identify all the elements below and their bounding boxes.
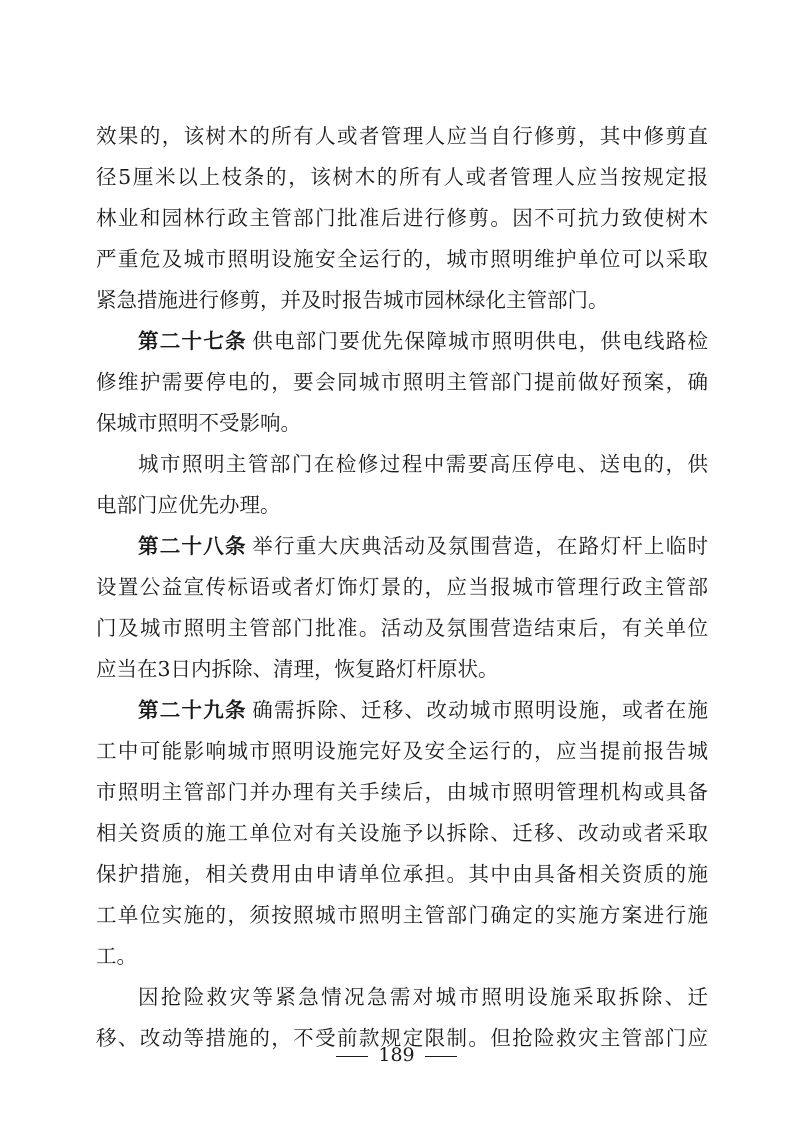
text-line: 保护措施，相关费用由申请单位承担。其中由具备相关资质的施: [96, 862, 708, 886]
text-line: 设置公益宣传标语或者灯饰灯景的，应当报城市管理行政主管部: [96, 575, 708, 599]
article-28-label: 第二十八条: [138, 534, 247, 558]
text-line: 相关资质的施工单位对有关设施予以拆除、迁移、改动或者采取: [96, 821, 708, 845]
text-line: 移、改动等措施的，不受前款规定限制。但抢险救灾主管部门应: [96, 1026, 708, 1050]
text-line: 林业和园林行政主管部门批准后进行修剪。因不可抗力致使树木: [96, 206, 708, 230]
article-27-text: 供电部门要优先保障城市照明供电，供电线路检: [250, 329, 709, 353]
footer-dash-right: [425, 1056, 457, 1057]
page-number: 189: [378, 1044, 415, 1066]
text-line: 工中可能影响城市照明设施完好及安全运行的，应当提前报告城: [96, 739, 708, 763]
article-29-label: 第二十九条: [138, 698, 247, 722]
text-line: 严重危及城市照明设施安全运行的，城市照明维护单位可以采取: [96, 247, 708, 271]
article-27-line: [138, 321, 708, 361]
page-footer: [0, 1041, 793, 1069]
text-line: 电部门应优先办理。: [96, 493, 281, 517]
text-line: 修维护需要停电的，要会同城市照明主管部门提前做好预案，确: [96, 370, 708, 394]
article-27-label: 第二十七条: [138, 329, 247, 353]
article-28-text: 举行重大庆典活动及氛围营造，在路灯杆上临时: [250, 534, 709, 558]
text-line: 市照明主管部门并办理有关手续后，由城市照明管理机构或具备: [96, 780, 708, 804]
text-line: 效果的，该树木的所有人或者管理人应当自行修剪，其中修剪直: [96, 124, 708, 148]
text-line: 因抢险救灾等紧急情况急需对城市照明设施采取拆除、迁: [138, 985, 708, 1009]
text-line: 城市照明主管部门在检修过程中需要高压停电、送电的，供: [138, 452, 708, 476]
article-29-line: [138, 690, 708, 730]
article-28-line: [138, 526, 708, 566]
article-29-text: 确需拆除、迁移、改动城市照明设施，或者在施: [250, 698, 709, 722]
footer-dash-left: [336, 1056, 368, 1057]
text-line: 门及城市照明主管部门批准。活动及氛围营造结束后，有关单位: [96, 616, 708, 640]
text-line: 工单位实施的，须按照城市照明主管部门确定的实施方案进行施: [96, 903, 708, 927]
text-line: 应当在3日内拆除、清理，恢复路灯杆原状。: [96, 657, 499, 681]
text-line: 紧急措施进行修剪，并及时报告城市园林绿化主管部门。: [96, 288, 609, 312]
text-line: 工。: [96, 944, 137, 968]
text-line: 保城市照明不受影响。: [96, 411, 301, 435]
text-line: 径5厘米以上枝条的，该树木的所有人或者管理人应当按规定报: [96, 165, 708, 189]
